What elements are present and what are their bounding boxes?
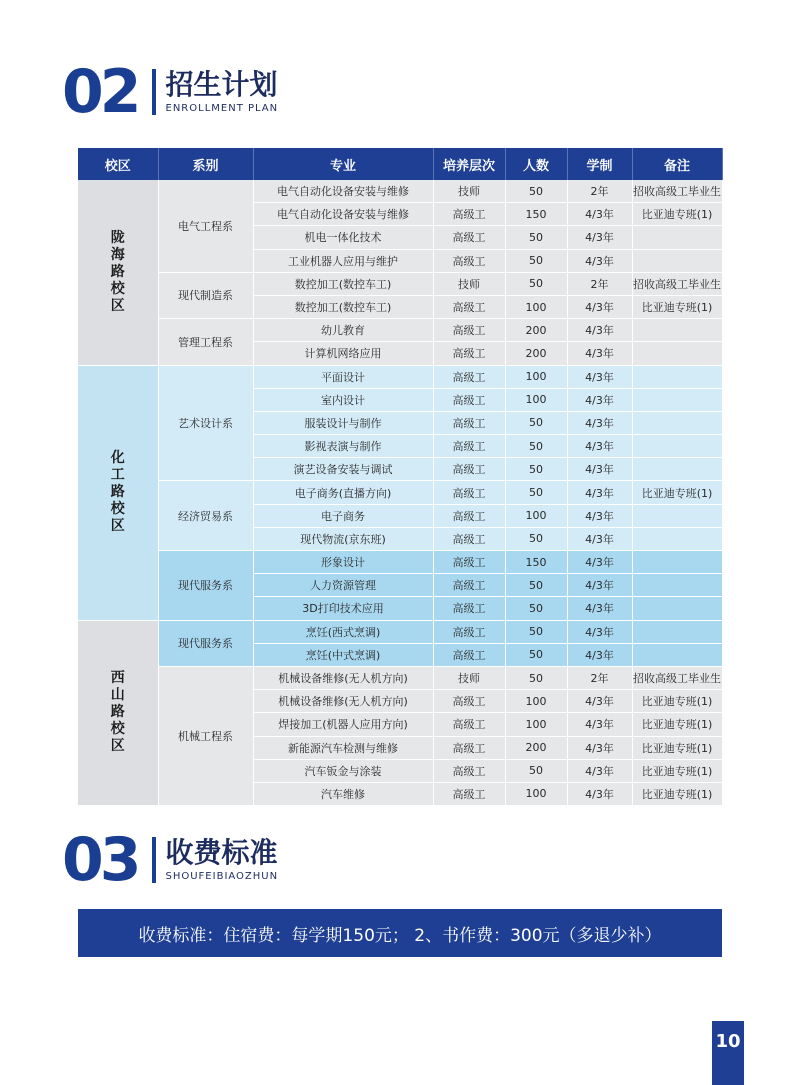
major-cell: 现代物流(京东班) — [253, 527, 433, 550]
major-cell: 新能源汽车检测与维修 — [253, 736, 433, 759]
major-cell: 人力资源管理 — [253, 574, 433, 597]
count-cell: 50 — [505, 458, 567, 481]
years-cell: 4/3年 — [567, 342, 632, 365]
campus-name: 化工路校区 — [110, 450, 125, 535]
department-cell: 现代制造系 — [158, 272, 253, 318]
major-cell: 机电一体化技术 — [253, 226, 433, 249]
count-cell: 50 — [505, 574, 567, 597]
years-cell: 4/3年 — [567, 295, 632, 318]
count-cell: 200 — [505, 342, 567, 365]
major-cell: 电子商务 — [253, 504, 433, 527]
years-cell: 4/3年 — [567, 458, 632, 481]
note-cell — [632, 411, 722, 434]
count-cell: 50 — [505, 666, 567, 689]
level-cell: 高级工 — [433, 295, 505, 318]
major-cell: 汽车钣金与涂装 — [253, 759, 433, 782]
major-cell: 计算机网络应用 — [253, 342, 433, 365]
header-major: 专业 — [253, 148, 433, 180]
level-cell: 高级工 — [433, 713, 505, 736]
major-cell: 焊接加工(机器人应用方向) — [253, 713, 433, 736]
header-department: 系别 — [158, 148, 253, 180]
note-cell — [632, 319, 722, 342]
level-cell: 高级工 — [433, 643, 505, 666]
department-cell: 现代服务系 — [158, 620, 253, 666]
years-cell: 4/3年 — [567, 226, 632, 249]
major-cell: 电子商务(直播方向) — [253, 481, 433, 504]
count-cell: 50 — [505, 180, 567, 203]
level-cell: 高级工 — [433, 782, 505, 805]
note-cell: 比亚迪专班(1) — [632, 690, 722, 713]
major-cell: 3D打印技术应用 — [253, 597, 433, 620]
fee-standard-banner: 收费标准：住宿费：每学期150元； 2、书作费：300元（多退少补） — [78, 909, 722, 957]
level-cell: 技师 — [433, 272, 505, 295]
note-cell — [632, 574, 722, 597]
level-cell: 高级工 — [433, 411, 505, 434]
section-divider — [152, 69, 156, 115]
count-cell: 150 — [505, 551, 567, 574]
years-cell: 4/3年 — [567, 481, 632, 504]
department-cell: 艺术设计系 — [158, 365, 253, 481]
major-cell: 烹饪(中式烹调) — [253, 643, 433, 666]
years-cell: 4/3年 — [567, 690, 632, 713]
note-cell — [632, 620, 722, 643]
level-cell: 高级工 — [433, 620, 505, 643]
count-cell: 50 — [505, 411, 567, 434]
table-row — [78, 666, 722, 689]
table-row — [78, 365, 722, 388]
note-cell — [632, 527, 722, 550]
major-cell: 数控加工(数控车工) — [253, 272, 433, 295]
note-cell — [632, 435, 722, 458]
major-cell: 电气自动化设备安装与维修 — [253, 203, 433, 226]
note-cell — [632, 504, 722, 527]
count-cell: 100 — [505, 295, 567, 318]
major-cell: 服装设计与制作 — [253, 411, 433, 434]
count-cell: 200 — [505, 319, 567, 342]
enrollment-plan-table — [78, 148, 723, 806]
note-cell: 招收高级工毕业生 — [632, 180, 722, 203]
note-cell — [632, 365, 722, 388]
header-years: 学制 — [567, 148, 632, 180]
major-cell: 影视表演与制作 — [253, 435, 433, 458]
note-cell: 比亚迪专班(1) — [632, 203, 722, 226]
section-03-header — [62, 825, 279, 895]
table-row — [78, 319, 722, 342]
years-cell: 4/3年 — [567, 597, 632, 620]
level-cell: 高级工 — [433, 319, 505, 342]
table-row — [78, 180, 722, 203]
campus-cell — [78, 620, 158, 806]
years-cell: 4/3年 — [567, 574, 632, 597]
major-cell: 演艺设备安装与调试 — [253, 458, 433, 481]
years-cell: 2年 — [567, 272, 632, 295]
note-cell: 比亚迪专班(1) — [632, 736, 722, 759]
level-cell: 高级工 — [433, 527, 505, 550]
level-cell: 高级工 — [433, 690, 505, 713]
count-cell: 50 — [505, 620, 567, 643]
years-cell: 4/3年 — [567, 527, 632, 550]
section-02-header — [62, 57, 279, 127]
years-cell: 4/3年 — [567, 759, 632, 782]
section-divider — [152, 837, 156, 883]
section-subtitle: ENROLLMENT PLAN — [165, 103, 279, 115]
level-cell: 高级工 — [433, 458, 505, 481]
note-cell — [632, 551, 722, 574]
note-cell — [632, 597, 722, 620]
count-cell: 50 — [505, 527, 567, 550]
major-cell: 数控加工(数控车工) — [253, 295, 433, 318]
department-cell: 电气工程系 — [158, 180, 253, 272]
major-cell: 电气自动化设备安装与维修 — [253, 180, 433, 203]
count-cell: 100 — [505, 713, 567, 736]
note-cell: 比亚迪专班(1) — [632, 295, 722, 318]
years-cell: 4/3年 — [567, 551, 632, 574]
count-cell: 100 — [505, 365, 567, 388]
section-number: 03 — [62, 825, 138, 895]
department-cell: 管理工程系 — [158, 319, 253, 365]
count-cell: 50 — [505, 643, 567, 666]
count-cell: 50 — [505, 759, 567, 782]
note-cell — [632, 342, 722, 365]
years-cell: 4/3年 — [567, 643, 632, 666]
major-cell: 烹饪(西式烹调) — [253, 620, 433, 643]
count-cell: 50 — [505, 597, 567, 620]
level-cell: 高级工 — [433, 435, 505, 458]
years-cell: 4/3年 — [567, 782, 632, 805]
header-level: 培养层次 — [433, 148, 505, 180]
table-row — [78, 272, 722, 295]
years-cell: 4/3年 — [567, 620, 632, 643]
count-cell: 100 — [505, 388, 567, 411]
major-cell: 形象设计 — [253, 551, 433, 574]
years-cell: 4/3年 — [567, 713, 632, 736]
count-cell: 100 — [505, 504, 567, 527]
department-cell: 经济贸易系 — [158, 481, 253, 551]
years-cell: 4/3年 — [567, 504, 632, 527]
campus-cell — [78, 365, 158, 620]
level-cell: 高级工 — [433, 342, 505, 365]
campus-name: 西山路校区 — [110, 670, 125, 755]
note-cell: 比亚迪专班(1) — [632, 481, 722, 504]
count-cell: 100 — [505, 690, 567, 713]
years-cell: 4/3年 — [567, 203, 632, 226]
department-cell: 机械工程系 — [158, 666, 253, 805]
note-cell: 招收高级工毕业生 — [632, 666, 722, 689]
section-title-block — [165, 835, 279, 883]
level-cell: 高级工 — [433, 597, 505, 620]
note-cell: 招收高级工毕业生 — [632, 272, 722, 295]
level-cell: 高级工 — [433, 736, 505, 759]
level-cell: 技师 — [433, 180, 505, 203]
major-cell: 机械设备维修(无人机方向) — [253, 666, 433, 689]
major-cell: 机械设备维修(无人机方向) — [253, 690, 433, 713]
header-count: 人数 — [505, 148, 567, 180]
level-cell: 高级工 — [433, 504, 505, 527]
header-campus: 校区 — [78, 148, 158, 180]
department-cell: 现代服务系 — [158, 551, 253, 621]
years-cell: 2年 — [567, 180, 632, 203]
count-cell: 50 — [505, 226, 567, 249]
level-cell: 高级工 — [433, 574, 505, 597]
count-cell: 50 — [505, 481, 567, 504]
table-header-row — [78, 148, 722, 180]
years-cell: 4/3年 — [567, 365, 632, 388]
count-cell: 200 — [505, 736, 567, 759]
level-cell: 技师 — [433, 666, 505, 689]
table-row — [78, 620, 722, 643]
section-subtitle: SHOUFEIBIAOZHUN — [165, 871, 279, 883]
level-cell: 高级工 — [433, 365, 505, 388]
count-cell: 50 — [505, 272, 567, 295]
years-cell: 4/3年 — [567, 411, 632, 434]
section-number: 02 — [62, 57, 138, 127]
note-cell — [632, 388, 722, 411]
note-cell: 比亚迪专班(1) — [632, 713, 722, 736]
section-title: 收费标准 — [165, 835, 278, 869]
page-number: 10 — [712, 1021, 744, 1085]
header-note: 备注 — [632, 148, 722, 180]
level-cell: 高级工 — [433, 388, 505, 411]
major-cell: 汽车维修 — [253, 782, 433, 805]
years-cell: 4/3年 — [567, 319, 632, 342]
note-cell — [632, 226, 722, 249]
note-cell: 比亚迪专班(1) — [632, 782, 722, 805]
major-cell: 幼儿教育 — [253, 319, 433, 342]
major-cell: 工业机器人应用与维护 — [253, 249, 433, 272]
years-cell: 2年 — [567, 666, 632, 689]
campus-name: 陇海路校区 — [110, 229, 125, 314]
section-title: 招生计划 — [165, 67, 278, 101]
years-cell: 4/3年 — [567, 736, 632, 759]
count-cell: 50 — [505, 249, 567, 272]
note-cell — [632, 643, 722, 666]
level-cell: 高级工 — [433, 249, 505, 272]
level-cell: 高级工 — [433, 481, 505, 504]
count-cell: 100 — [505, 782, 567, 805]
years-cell: 4/3年 — [567, 249, 632, 272]
campus-cell — [78, 180, 158, 365]
major-cell: 室内设计 — [253, 388, 433, 411]
level-cell: 高级工 — [433, 226, 505, 249]
note-cell — [632, 458, 722, 481]
count-cell: 50 — [505, 435, 567, 458]
table-row — [78, 481, 722, 504]
note-cell: 比亚迪专班(1) — [632, 759, 722, 782]
count-cell: 150 — [505, 203, 567, 226]
table-row — [78, 551, 722, 574]
level-cell: 高级工 — [433, 551, 505, 574]
years-cell: 4/3年 — [567, 435, 632, 458]
major-cell: 平面设计 — [253, 365, 433, 388]
note-cell — [632, 249, 722, 272]
level-cell: 高级工 — [433, 203, 505, 226]
years-cell: 4/3年 — [567, 388, 632, 411]
section-title-block — [165, 67, 279, 115]
level-cell: 高级工 — [433, 759, 505, 782]
